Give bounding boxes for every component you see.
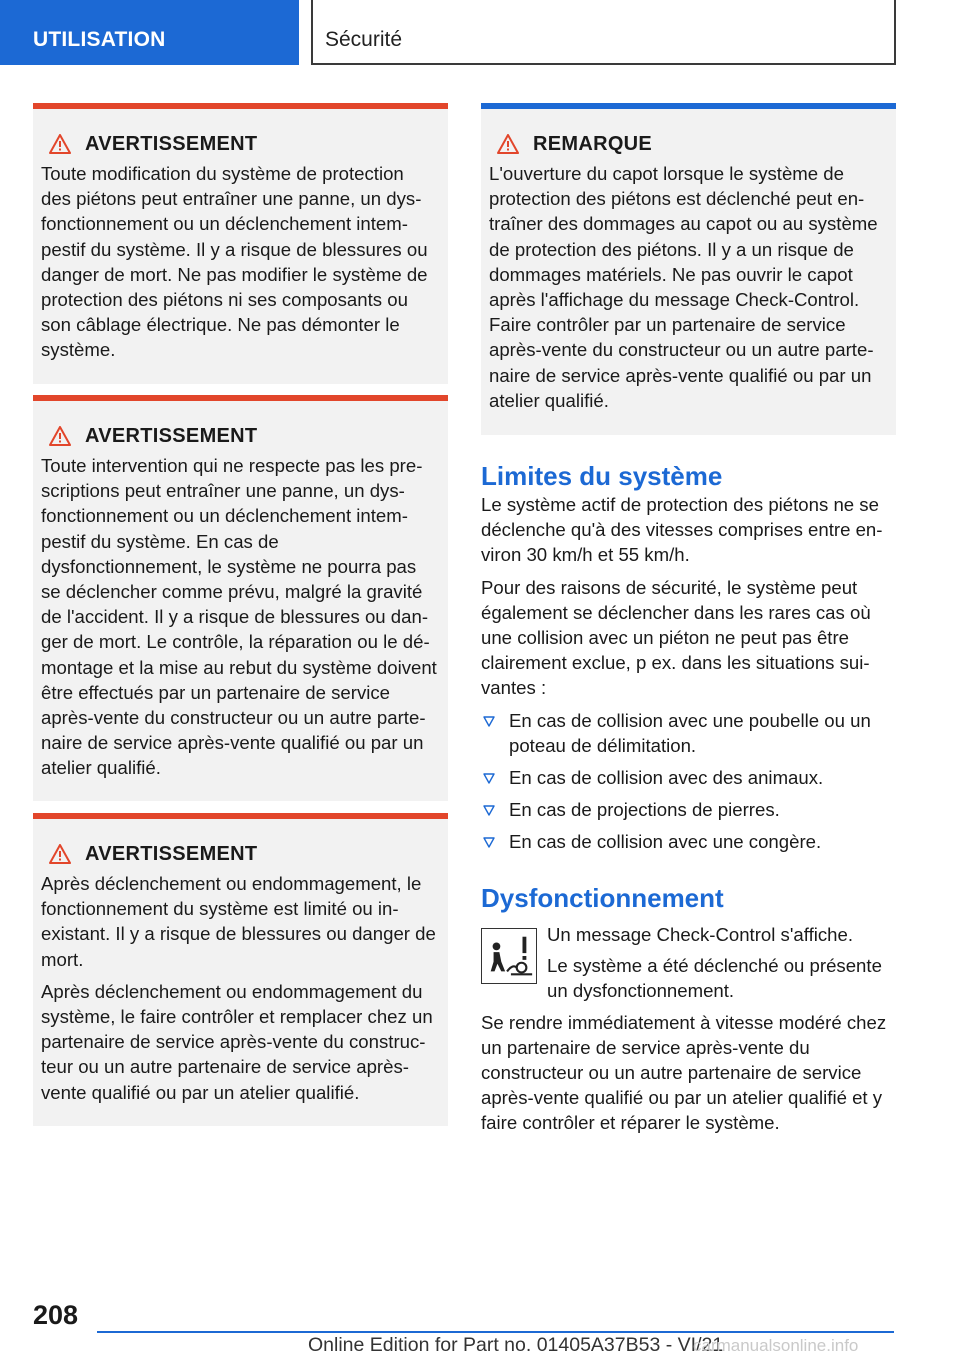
warning-text: Toute modification du système de protection des piétons peut entraîner une panne, un dysfonctionnement ou un déclenchement intempestif du système. Il y a risque de blessures ou danger de mort. Ne pas modifier le système de protection des piétons ni ses composants ou son câblage électrique. Ne pas démonter le système. [41,163,428,361]
check-control-message: Un message Check-Control s'affiche. [547,924,854,945]
check-control-description: Le système a été déclenché ou présente un dysfonctionnement. [547,955,882,1002]
note-box [481,103,896,435]
bullet-text: En cas de projections de pierres. [509,799,780,821]
warning-title: AVERTISSEMENT [85,132,258,155]
warning-box-2 [33,395,448,801]
malfunction-paragraph: Se rendre immédiatement à vitesse modéré chez un partenaire de service après-vente du constructeur ou un autre partenaire de service après-vente qualifié ou par un atelier qualifié et y faire contrôler et réparer le système. [481,1011,887,1134]
bullet-text: En cas de collision avec une congère. [509,831,822,853]
limits-bullet-list [481,708,897,855]
warning-triangle-icon [49,844,71,864]
footer-rule [97,1331,894,1333]
topic-label: Sécurité [325,28,403,51]
bullet-triangle-icon [483,773,495,784]
limits-section [481,460,897,855]
warning-text: Après déclenchement ou endommagement, le fonctionnement du système est limité ou inexistant. Il y a risque de blessures ou danger de mort. [41,873,436,970]
section-label: UTILISATION [33,28,166,51]
topic-tab [311,0,896,65]
list-item [481,765,897,790]
warning-title: AVERTISSEMENT [85,842,258,865]
warning-box-1 [33,103,448,384]
notice-triangle-icon [497,134,519,154]
limits-paragraph-1: Le système actif de protection des piétons ne se déclenche qu'à des vitesses comprises entre environ 30 km/h et 55 km/h. [481,494,883,566]
warning-text: Toute intervention qui ne respecte pas les prescriptions peut entraîner une panne, un dysfonctionnement ou un déclenchement intempestif du système. En cas de dysfonctionnement, le système ne pourra pas se déclencher comme prévu, malgré la gravité de l'accident. Il y a risque de blessures ou danger de mort. Le contrôle, la réparation ou le démontage et la mise au rebut du système doivent être effectués par un partenaire de service après-vente du constructeur ou un autre partenaire de service après-vente qualifié ou par un atelier qualifié. [41,455,437,779]
warning-title-row [49,421,438,451]
edition-label: Online Edition for Part no. 01405A37B53 - VI/21 [308,1334,724,1356]
check-control-row [481,922,897,1004]
bullet-triangle-icon [483,716,495,727]
malfunction-section [481,882,897,1136]
limits-paragraph-2: Pour des raisons de sécurité, le système peut également se déclencher dans les rares cas où une collision avec un piéton ne peut pas être clairement exclue, p ex. dans les situations suivantes : [481,576,871,699]
warning-box-3 [33,813,448,1126]
bullet-triangle-icon [483,805,495,816]
list-item [481,829,897,854]
list-item [481,708,897,758]
malfunction-heading: Dysfonctionnement [481,883,724,913]
bullet-text: En cas de collision avec une poubelle ou un poteau de délimitation. [509,709,871,756]
note-text: L'ouverture du capot lorsque le système de protection des piétons est déclenché peut entraîner des dommages au capot ou au système de protection des piétons. Il y a un risque de dommages matériels. Ne pas ouvrir le capot après l'affichage du message Check-Control. Faire contrôler par un partenaire de service après-vente du constructeur ou un autre partenaire de service après-vente qualifié ou par un atelier qualifié. [489,163,878,411]
watermark-text: carmanualsonline.info [693,1336,859,1355]
warning-title: AVERTISSEMENT [85,424,258,447]
warning-triangle-icon [49,426,71,446]
note-title: REMARQUE [533,132,653,155]
page-number: 208 [33,1300,79,1330]
warning-text: Après déclenchement ou endommagement du système, le faire contrôler et remplacer chez un partenaire de service après-vente du constructeur ou un autre partenaire de service après-vente qualifié ou par un atelier qualifié. [41,980,433,1103]
pedestrian-protection-warning-icon [481,928,537,984]
limits-heading: Limites du système [481,461,723,491]
bullet-text: En cas de collision avec des animaux. [509,767,824,789]
section-tab [0,0,299,65]
list-item [481,797,897,822]
note-title-row [497,129,886,159]
check-control-text [547,922,897,1004]
warning-title-row [49,839,438,869]
warning-triangle-icon [49,134,71,154]
bullet-triangle-icon [483,837,495,848]
warning-title-row [49,129,438,159]
